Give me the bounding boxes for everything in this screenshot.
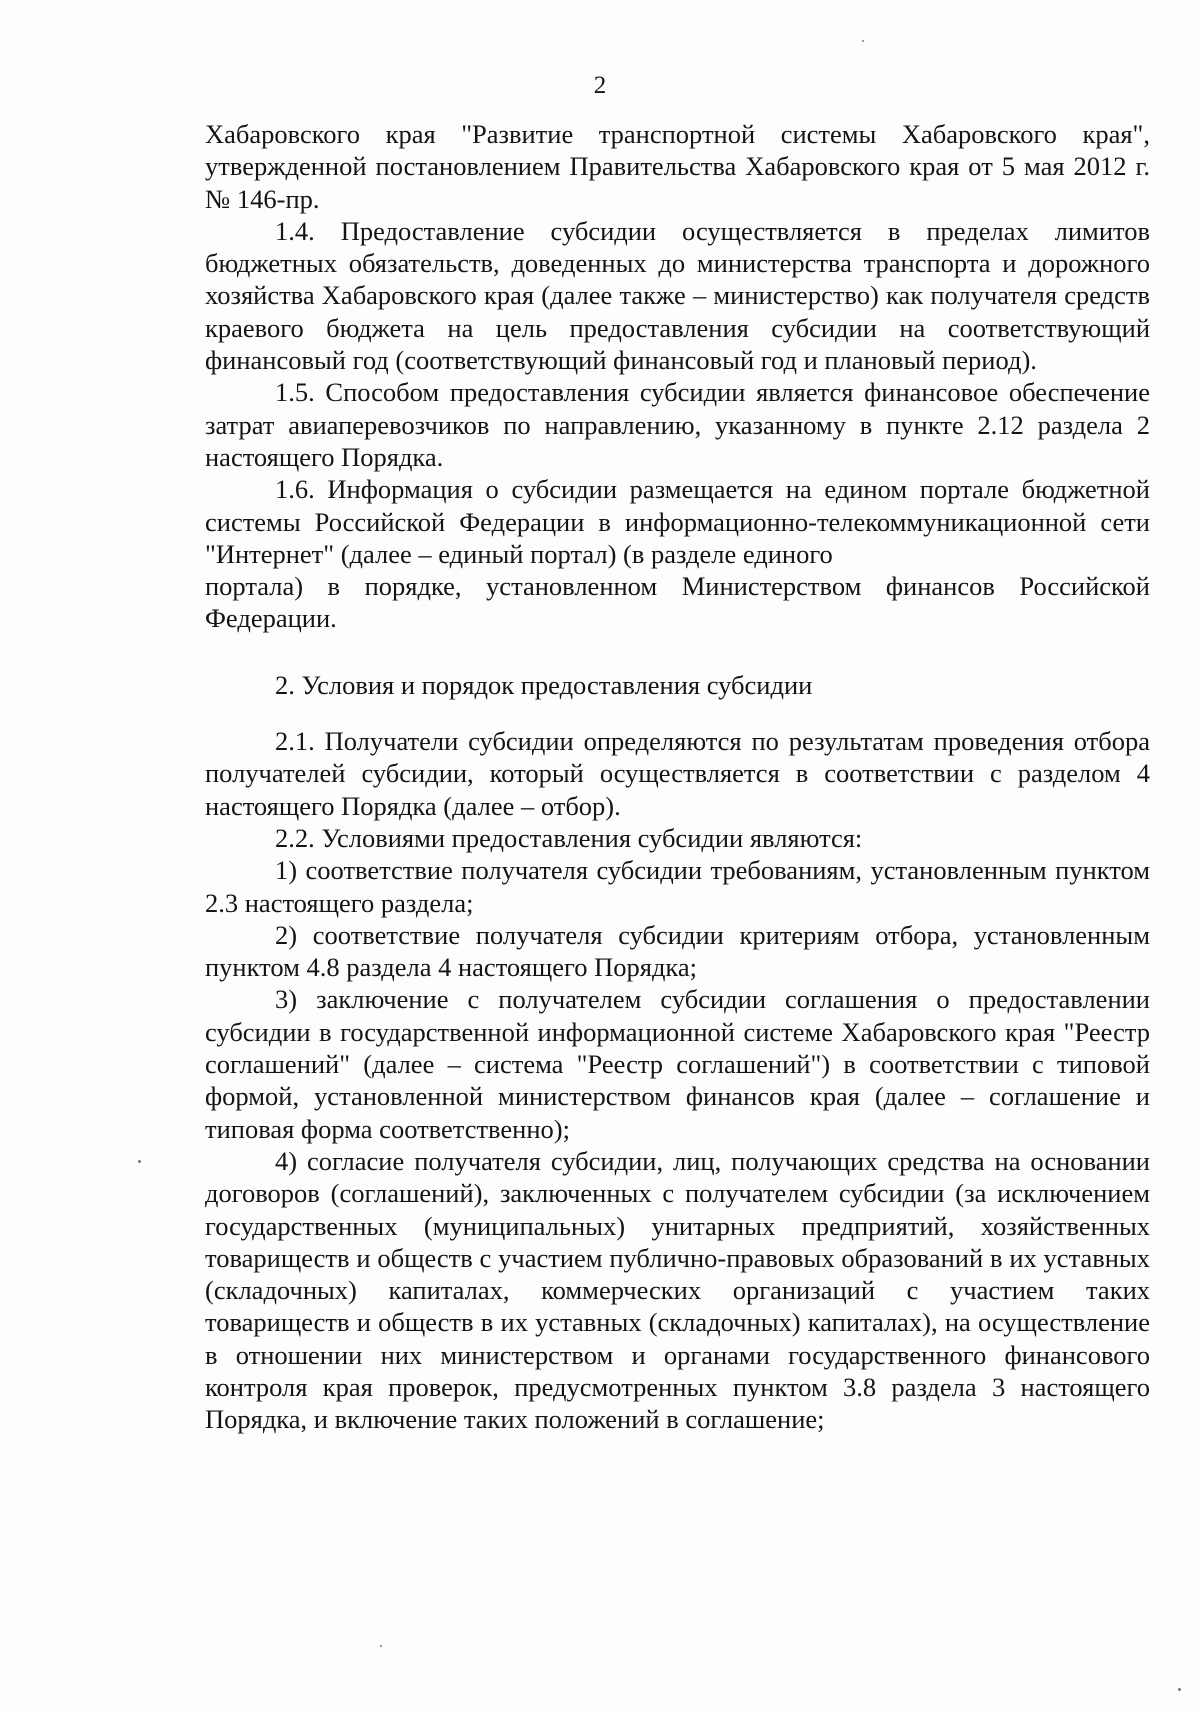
scan-speck [862,40,864,42]
scan-speck [1178,1688,1181,1691]
scan-speck [138,1160,141,1163]
list-item-4: 4) согласие получателя субсидии, лиц, получающих средства на основании договоров (соглашений), заключенных с получателем субсидии (за исключением государственных (муниципальных) унитарных предприятий, хозяйственных товариществ и обществ с участием публично-правовых образований в их уставных (складочных) капиталах, коммерческих организаций с участием таких товариществ и обществ в их уставных (складочных) капиталах), на осуществление в отношении них министерством и органами государственного финансового контроля края проверок, предусмотренных пунктом 3.8 раздела 3 настоящего Порядка, и включение таких положений в соглашение; [205,1145,1150,1435]
list-item-3: 3) заключение с получателем субсидии соглашения о предоставлении субсидии в государственной информационной системе Хабаровского края "Реестр соглашений" (далее – система "Реестр соглашений") в соответствии с типовой формой, установленной министерством финансов края (далее – соглашение и типовая форма соответственно); [205,984,1150,1144]
paragraph-1-5: 1.5. Способом предоставления субсидии является финансовое обеспечение затрат авиаперевозчиков по направлению, указанному в пункте 2.12 раздела 2 настоящего Порядка. [205,377,1150,472]
list-item-1: 1) соответствие получателя субсидии требованиям, установленным пунктом 2.3 настоящего раздела; [205,855,1150,918]
document-body [205,118,1150,1436]
paragraph-2-2: 2.2. Условиями предоставления субсидии являются: [275,822,863,853]
paragraph-1-4: 1.4. Предоставление субсидии осуществляется в пределах лимитов бюджетных обязательств, доведенных до министерства транспорта и дорожного хозяйства Хабаровского края (далее также – министерство) как получателя средств краевого бюджета на цель предоставления субсидии на соответствующий финансовый год (соответствующий финансовый год и плановый период). [205,215,1150,376]
paragraph-1-6: 1.6. Информация о субсидии размещается на едином портале бюджетной системы Российской Федерации в информационно-телекоммуникационной сети "Интернет" (далее – единый портал) (в разделе единого [205,474,1150,569]
section-heading: 2. Условия и порядок предоставления субсидии [275,669,813,700]
paragraph-2-1: 2.1. Получатели субсидии определяются по результатам проведения отбора получателей субсидии, который осуществляется в соответствии с разделом 4 настоящего Порядка (далее – отбор). [205,726,1150,821]
list-item-2: 2) соответствие получателя субсидии критериям отбора, установленным пунктом 4.8 раздела 4 настоящего Порядка; [205,919,1150,983]
paragraph-1-6-continuation: портала) в порядке, установленном Министерством финансов Российской Федерации. [205,571,1150,634]
paragraph-continuation: Хабаровского края "Развитие транспортной системы Хабаровского края", утвержденной постановлением Правительства Хабаровского края от 5 мая 2012 г. № 146-пр. [205,119,1150,214]
scan-speck [380,1645,382,1647]
page-number: 2 [593,72,607,99]
